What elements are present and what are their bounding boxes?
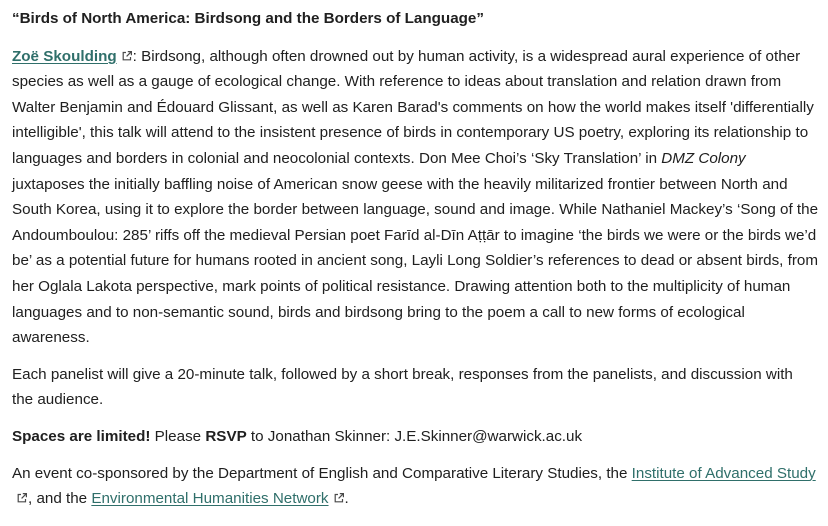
ehn-link-text[interactable]: Environmental Humanities Network <box>91 490 329 508</box>
sponsors-end: . <box>344 490 349 508</box>
spaces-limited-text: Spaces are limited! <box>12 427 151 445</box>
abstract-text-2: juxtaposes the initially baffling noise of American snow geese with the heavily militarized frontier between North and South Korea, using it to explore the border between language, sound and image. While Nathaniel Mackey’s ‘Song of the Andoumboulou: 285’ riffs off the medieval Persian poet Farīd al-Dīn Aṭṭār to imagine ‘the birds we were or the birds we’d be’ as a potential future for humans rooted in ancient song, Layli Long Soldier’s references to dead or absent birds, from her Oglala Lakota perspective, mark points of political resistance. Drawing attention both to the multiplicity of human languages and to non-semantic sound, birds and birdsong bring to the poem a call to new forms of ecological awareness. <box>12 175 819 347</box>
rsvp-paragraph <box>12 424 818 450</box>
abstract-paragraph <box>12 44 818 351</box>
format-paragraph: Each panelist will give a 20-minute talk, followed by a short break, responses from the panelists, and discussion with the audience. <box>12 365 793 409</box>
sponsors-intro: An event co-sponsored by the Department of English and Comparative Literary Studies, the <box>12 464 632 482</box>
ias-link-text[interactable]: Institute of Advanced Study <box>631 464 816 482</box>
abstract-text-1: : Birdsong, although often drowned out by human activity, is a widespread aural experience of other species as well as a gauge of ecological change. With reference to ideas about translation and relation drawn from Walter Benjamin and Édouard Glissant, as well as Karen Barad's comments on how the world makes itself 'differentially intelligible', this talk will attend to the insistent presence of birds in contemporary US poetry, exploring its relationship to languages and borders in colonial and neocolonial contexts. Don Mee Choi’s ‘Sky Translation’ in <box>12 47 814 167</box>
speaker-link[interactable] <box>12 48 133 65</box>
external-link-icon <box>121 50 133 62</box>
external-link-icon <box>16 492 28 504</box>
event-title: “Birds of North America: Birdsong and the Borders of Language” <box>12 10 484 27</box>
sponsors-paragraph <box>12 461 818 512</box>
rsvp-please: Please <box>150 427 206 445</box>
rsvp-contact: to Jonathan Skinner: J.E.Skinner@warwick.ac.uk <box>246 427 583 445</box>
book-title: DMZ Colony <box>661 149 746 167</box>
rsvp-label: RSVP <box>205 427 247 445</box>
sponsors-middle: , and the <box>28 490 92 508</box>
ehn-link[interactable] <box>91 490 344 507</box>
external-link-icon <box>333 492 345 504</box>
speaker-name[interactable]: Zoë Skoulding <box>12 47 117 65</box>
